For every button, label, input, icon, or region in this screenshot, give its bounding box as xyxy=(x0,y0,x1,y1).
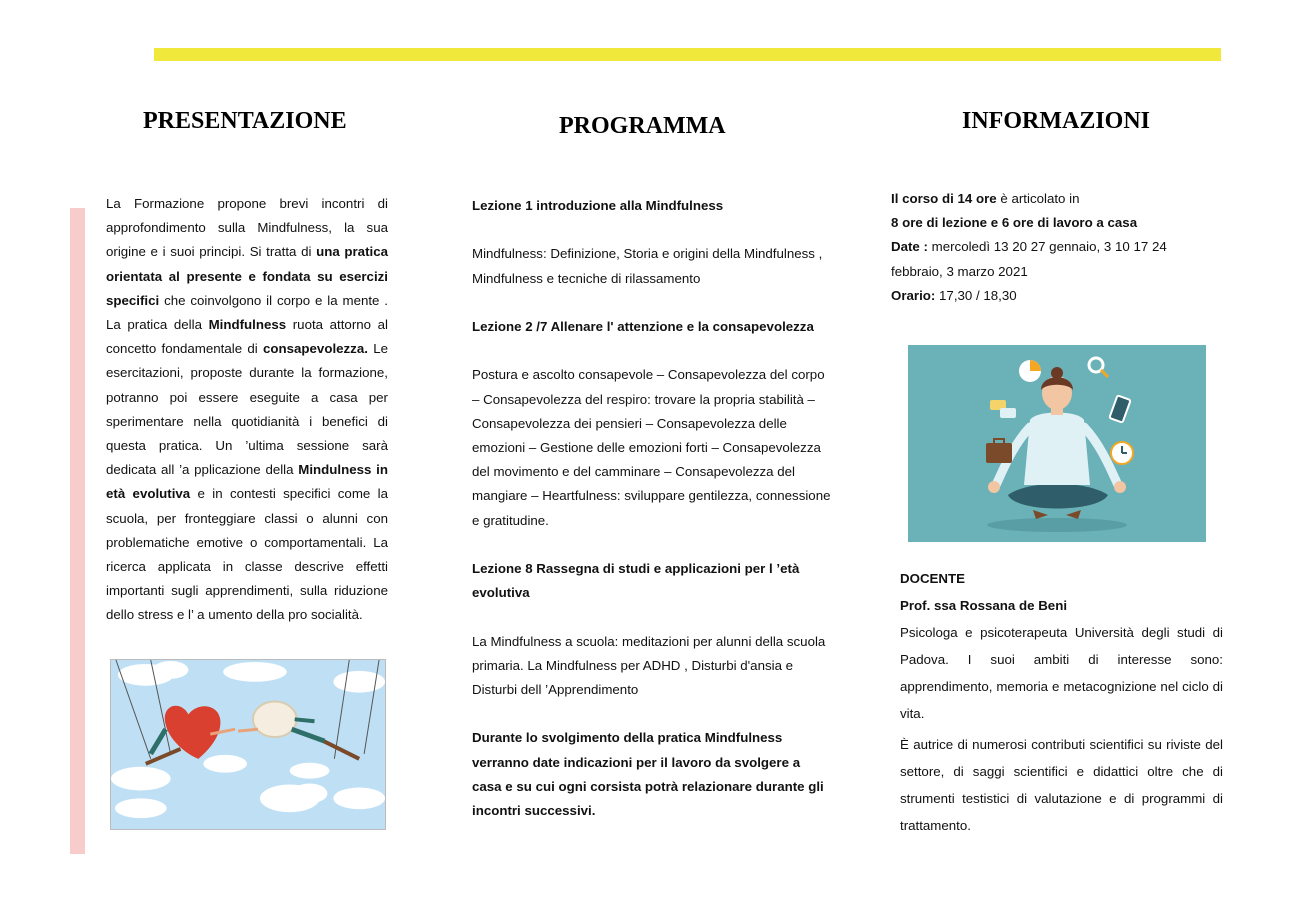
heart-brain-swing-illustration xyxy=(110,659,386,830)
bold-run: 8 ore di lezione e 6 ore di lavoro a casa xyxy=(891,215,1138,231)
course-dates xyxy=(891,235,1221,283)
informazioni-text xyxy=(891,187,1221,308)
text-run: 17,30 / 18,30 xyxy=(935,287,1017,303)
bold-run: Date : xyxy=(891,239,928,255)
spacer xyxy=(472,533,832,557)
programma-heading: PROGRAMMA xyxy=(559,113,726,139)
programma-text xyxy=(472,194,832,823)
text-run: e in contesti specifici come la scuola, per fronteggiare classi o alunni con problematiche emotive o comportamentali. La ricerca applicata in classe descrive effetti importanti sugli apprendimenti, sulla riduzione dello stress e l’ a umento della pro socialità. xyxy=(106,486,388,623)
spacer xyxy=(472,605,832,629)
bold-run: DOCENTE xyxy=(900,571,966,586)
bold-run: Lezione 1 introduzione alla Mindfulness xyxy=(472,198,724,213)
text-run: mercoledì 13 20 27 gennaio, 3 10 17 24 febbraio, 3 marzo 2021 xyxy=(891,239,1167,279)
bold-run: una pratica orientata al presente e fondata su esercizi specifici xyxy=(106,244,388,308)
meditation-illustration xyxy=(908,345,1206,542)
spacer xyxy=(472,218,832,242)
text-run: ruota attorno al concetto fondamentale di xyxy=(106,317,388,357)
bold-run: consapevolezza. xyxy=(262,341,368,357)
spacer xyxy=(472,339,832,363)
lezione8-text: La Mindfulness a scuola: meditazioni per alunni della scuola primaria. La Mindfulness per ADHD , Disturbi d'ansia e Disturbi dell ’Apprendimento xyxy=(472,633,826,697)
docente-bio-2: È autrice di numerosi contributi scientifici su riviste del settore, di saggi scientifici e didattici oltre che di strumenti testistici di valutazione e di programmi di trattamento. xyxy=(900,737,1223,833)
lezione2-text: Postura e ascolto consapevole – Consapevolezza del corpo – Consapevolezza del respiro: trovare la propria stabilità – Consapevolezza dei pensieri – Consapevolezza delle emozioni – Gestione delle emozioni forti – Consapevolezza del movimento e del camminare – Consapevolezza del mangiare – Heartfulness: sviluppare gentilezza, connessione e gratitudine. xyxy=(472,367,831,528)
spacer xyxy=(472,291,832,315)
text-run: La Formazione propone brevi incontri di approfondimento sulla Mindfulness, la sua origine e i suoi principi. Si tratta di xyxy=(106,196,388,260)
bold-run: Lezione 8 Rassegna di studi e applicazioni per l ’età evolutiva xyxy=(472,560,800,601)
presentazione-paragraph xyxy=(106,192,388,628)
text-run: che coinvolgono il corpo e la mente . La pratica della xyxy=(106,292,388,333)
bold-run: Mindulness in età evolutiva xyxy=(106,462,388,502)
docente-bio: Psicologa e psicoterapeuta Università degli studi di Padova. I suoi ambiti di interesse sono: apprendimento, memoria e metacognizione nel ciclo di vita. xyxy=(900,625,1223,721)
course-split xyxy=(891,211,1221,235)
bold-run: Orario: xyxy=(891,287,936,303)
bold-run: Lezione 2 /7 Allenare l' attenzione e la consapevolezza xyxy=(472,318,814,334)
lezione2-title xyxy=(472,315,832,339)
closing-note xyxy=(472,726,832,823)
presentazione-text xyxy=(106,192,388,628)
text-run: Le esercitazioni, proposte durante la formazione, potranno poi essere eseguite a casa per sperimentare nella quotidianità i benefici di questa pratica. Un ’ultima sessione sarà dedicata all ’a pplicazione della xyxy=(106,341,388,478)
spacer xyxy=(472,702,832,726)
lezione8-title xyxy=(472,557,832,605)
course-time xyxy=(891,284,1221,308)
top-accent-bar xyxy=(154,48,1221,61)
bold-run: Il corso di 14 ore xyxy=(891,191,997,206)
docente-name xyxy=(900,592,1223,619)
text-run: è articolato in xyxy=(996,191,1080,206)
lezione1-title xyxy=(472,194,832,218)
informazioni-heading: INFORMAZIONI xyxy=(962,108,1151,134)
docente-label xyxy=(900,565,1223,592)
bold-run: Prof. ssa Rossana de Beni xyxy=(900,598,1068,613)
bold-run: Durante lo svolgimento della pratica Mindfulness verranno date indicazioni per il lavoro da svolgere a casa e su cui ogni corsista potrà relazionare durante gli incontri successivi. xyxy=(472,730,824,818)
presentazione-heading: PRESENTAZIONE xyxy=(143,108,347,134)
bold-run: Mindfulness xyxy=(208,317,287,333)
lezione1-text: Mindfulness: Definizione, Storia e origini della Mindfulness , Mindfulness e tecniche di rilassamento xyxy=(472,246,823,286)
course-hours xyxy=(891,187,1221,211)
docente-section xyxy=(900,565,1223,839)
side-accent-bar xyxy=(70,208,85,854)
